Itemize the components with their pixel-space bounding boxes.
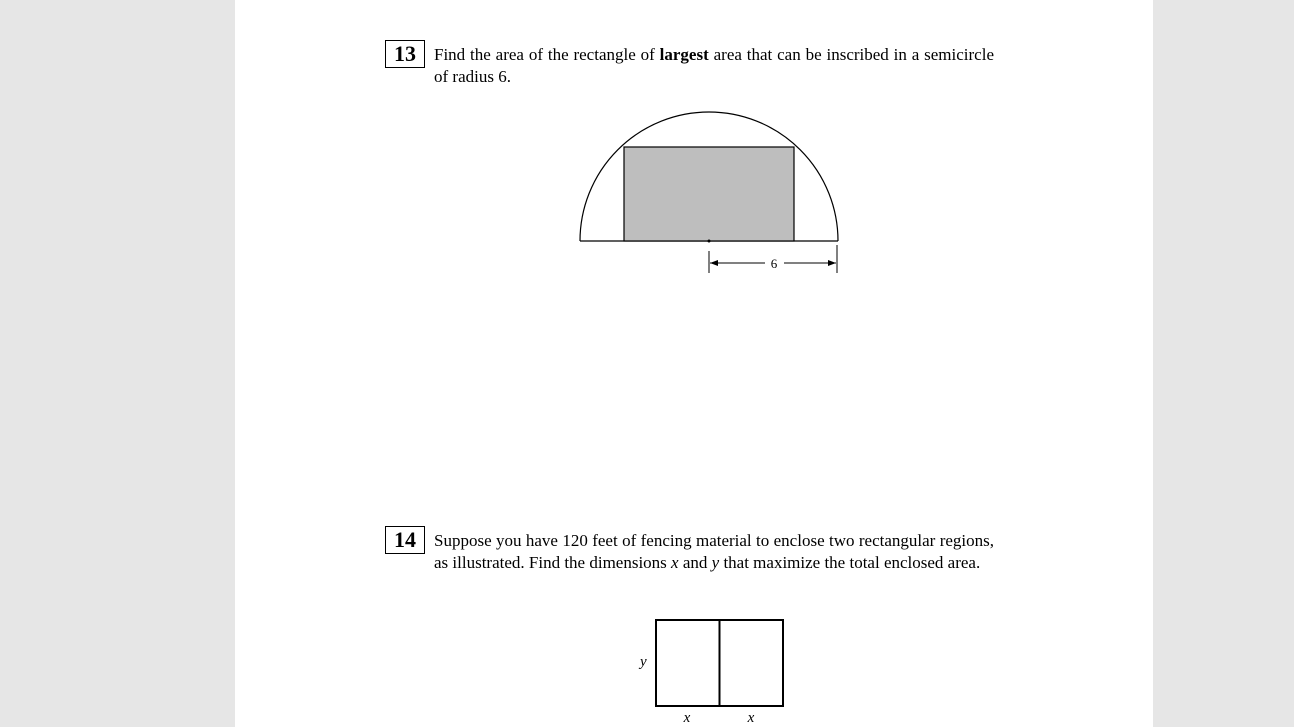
problem-text-part: that maximize the total enclosed area. <box>719 553 981 572</box>
dimension-arrow-left <box>710 260 718 266</box>
problem-text-part: and <box>678 553 712 572</box>
semicircle-figure <box>570 100 850 280</box>
problem-text-bold: largest <box>659 45 709 64</box>
problem-text <box>434 530 994 574</box>
problem-text-part: Find the area of the rectangle of <box>434 45 660 64</box>
problem-number-box: 14 <box>385 526 425 554</box>
radius-label: 6 <box>770 256 778 271</box>
problem-text <box>434 44 994 88</box>
variable-y: y <box>711 553 720 572</box>
problem-text-part: Suppose you have 120 feet of fencing material to enclose two rectangular regions, as illustrated. Find the dimensions <box>434 531 994 572</box>
center-dot <box>708 240 711 243</box>
problem-number-box: 13 <box>385 40 425 68</box>
document-page <box>235 0 1153 727</box>
problem-text-part: area that can be inscribed in a semicircle of radius 6. <box>434 45 995 86</box>
variable-x: x <box>671 553 679 572</box>
inscribed-rectangle <box>624 147 794 241</box>
label-y: y <box>640 654 647 670</box>
fence-figure <box>630 612 800 727</box>
dimension-arrow-right <box>828 260 836 266</box>
label-x-left: x <box>683 710 691 726</box>
label-x-right: x <box>747 710 755 726</box>
